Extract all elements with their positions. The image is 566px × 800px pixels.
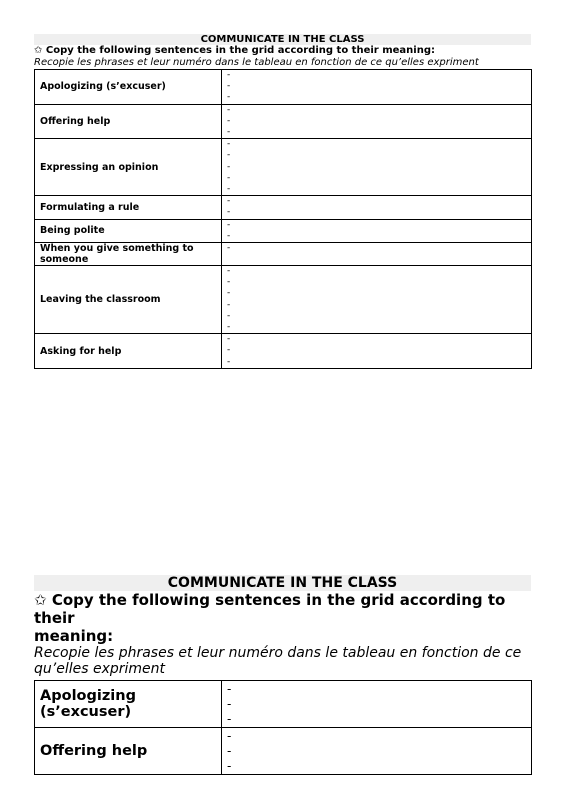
row-label: Apologizing (s’excuser) — [35, 681, 222, 728]
row-label: Expressing an opinion — [35, 139, 222, 196]
answer-line: - — [227, 115, 231, 126]
answer-line: - — [227, 230, 231, 241]
answer-cell[interactable] — [222, 70, 532, 105]
answer-line: - — [227, 92, 231, 103]
answer-line: - — [227, 196, 231, 207]
french-subtitle-line1: Recopie les phrases et leur numéro dans le tableau en fonction de ce — [34, 645, 522, 661]
answer-line: - — [227, 681, 232, 696]
grid-row — [35, 243, 532, 266]
instruction — [34, 45, 531, 57]
grid-row — [35, 196, 532, 219]
answer-cell[interactable] — [222, 334, 532, 369]
grid-row — [35, 266, 532, 334]
answer-line: - — [227, 81, 231, 92]
row-label: When you give something to someone — [35, 243, 222, 266]
meaning-grid — [34, 680, 532, 775]
instruction-text-line1: Copy the following sentences in the grid according to their — [34, 591, 506, 627]
french-subtitle-line2: qu’elles expriment — [34, 661, 166, 677]
answer-line: - — [227, 356, 231, 367]
answer-line: - — [227, 161, 231, 172]
grid-row — [35, 104, 532, 139]
instruction-text: Copy the following sentences in the grid according to their meaning: — [45, 45, 435, 56]
answer-cell[interactable] — [222, 681, 532, 728]
answer-line: - — [227, 127, 231, 138]
answer-line: - — [227, 728, 232, 743]
answer-line: - — [227, 219, 231, 230]
answer-line: - — [227, 743, 232, 758]
row-label: Asking for help — [35, 334, 222, 369]
instruction — [34, 591, 531, 645]
grid-row — [35, 334, 532, 369]
answer-cell[interactable] — [222, 219, 532, 242]
worksheet-large — [34, 575, 531, 775]
answer-cell[interactable] — [222, 243, 532, 266]
answer-line: - — [227, 70, 231, 80]
row-label: Offering help — [35, 104, 222, 139]
row-label: Formulating a rule — [35, 196, 222, 219]
answer-line: - — [227, 334, 231, 345]
answer-line: - — [227, 104, 231, 115]
answer-line: - — [227, 322, 231, 333]
answer-cell[interactable] — [222, 139, 532, 196]
star-icon: ✩ — [34, 45, 43, 56]
answer-cell[interactable] — [222, 104, 532, 139]
meaning-grid — [34, 69, 532, 369]
answer-line: - — [227, 711, 232, 726]
row-label: Leaving the classroom — [35, 266, 222, 334]
row-label: Offering help — [35, 728, 222, 775]
answer-line: - — [227, 139, 231, 150]
answer-line: - — [227, 288, 231, 299]
answer-line: - — [227, 696, 232, 711]
answer-cell[interactable] — [222, 196, 532, 219]
answer-line: - — [227, 172, 231, 183]
worksheet-small — [34, 34, 531, 369]
row-label: Being polite — [35, 219, 222, 242]
answer-cell[interactable] — [222, 728, 532, 775]
answer-line: - — [227, 207, 231, 218]
answer-line: - — [227, 277, 231, 288]
worksheet-title: COMMUNICATE IN THE CLASS — [34, 34, 531, 45]
instruction-text-line2: meaning: — [34, 627, 114, 645]
star-icon: ✩ — [34, 591, 47, 609]
grid-row — [35, 728, 532, 775]
french-subtitle: Recopie les phrases et leur numéro dans le tableau en fonction de ce qu’elles expriment — [34, 57, 479, 68]
grid-row — [35, 219, 532, 242]
answer-line: - — [227, 266, 231, 277]
french-subtitle — [34, 645, 531, 677]
answer-line: - — [227, 184, 231, 195]
answer-cell[interactable] — [222, 266, 532, 334]
grid-row — [35, 70, 532, 105]
answer-line: - — [227, 310, 231, 321]
row-label: Apologizing (s’excuser) — [35, 70, 222, 105]
grid-row — [35, 681, 532, 728]
grid-row — [35, 139, 532, 196]
answer-line: - — [227, 758, 232, 773]
answer-line: - — [227, 150, 231, 161]
answer-line: - — [227, 243, 231, 254]
answer-line: - — [227, 299, 231, 310]
answer-line: - — [227, 345, 231, 356]
worksheet-title: COMMUNICATE IN THE CLASS — [34, 575, 531, 591]
